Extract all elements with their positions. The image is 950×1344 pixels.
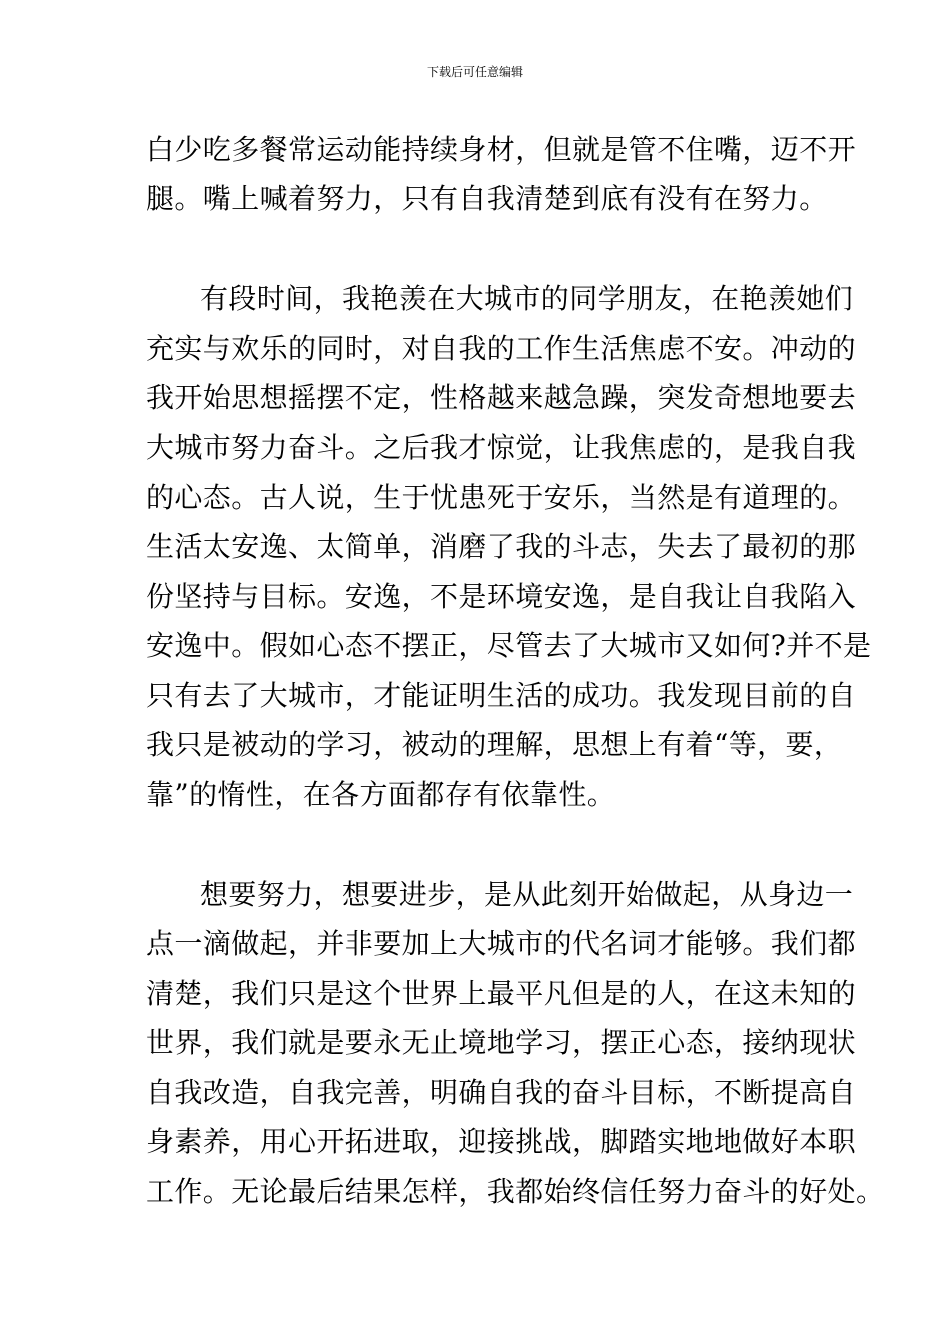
paragraph-3-line-7: 工作。无论最后结果怎样，我都始终信任努力奋斗的好处。 <box>146 1175 885 1208</box>
paragraph-1-line-2: 腿。嘴上喊着努力，只有自我清楚到底有没有在努力。 <box>146 182 828 215</box>
paragraph-2-line-9: 只有去了大城市，才能证明生活的成功。我发现目前的自 <box>146 679 857 712</box>
paragraph-3-line-1: 想要努力，想要进步，是从此刻开始做起，从身边一 <box>200 878 854 911</box>
paragraph-2-line-6: 生活太安逸、太简单，消磨了我的斗志，失去了最初的那 <box>146 530 857 563</box>
paragraph-3-line-2: 点一滴做起，并非要加上大城市的代名词才能够。我们都 <box>146 927 857 960</box>
paragraph-2-line-4: 大城市努力奋斗。之后我才惊觉，让我焦虑的，是我自我 <box>146 431 857 464</box>
page-header: 下载后可任意编辑 <box>426 65 523 79</box>
paragraph-2-line-10: 我只是被动的学习，被动的理解，思想上有着“等，要， <box>146 728 843 761</box>
paragraph-3-line-5: 自我改造，自我完善，明确自我的奋斗目标，不断提高自 <box>146 1076 857 1109</box>
paragraph-3-line-4: 世界，我们就是要永无止境地学习，摆正心态，接纳现状 <box>146 1026 857 1059</box>
paragraph-2-line-8: 安逸中。假如心态不摆正，尽管去了大城市又如何?并不是 <box>146 629 872 662</box>
paragraph-1-line-1: 白少吃多餐常运动能持续身材，但就是管不住嘴，迈不开 <box>146 133 857 166</box>
paragraph-2-line-5: 的心态。古人说，生于忧患死于安乐，当然是有道理的。 <box>146 481 857 514</box>
paragraph-2-line-3: 我开始思想摇摆不定，性格越来越急躁，突发奇想地要去 <box>146 381 857 414</box>
paragraph-2-line-11: 靠”的惰性，在各方面都存有依靠性。 <box>146 778 616 811</box>
paragraph-3-line-6: 身素养，用心开拓进取，迎接挑战，脚踏实地地做好本职 <box>146 1125 857 1158</box>
paragraph-3-line-3: 清楚，我们只是这个世界上最平凡但是的人，在这未知的 <box>146 977 857 1010</box>
paragraph-2-line-1: 有段时间，我艳羡在大城市的同学朋友，在艳羡她们 <box>200 282 854 315</box>
paragraph-2-line-7: 份坚持与目标。安逸，不是环境安逸，是自我让自我陷入 <box>146 580 857 613</box>
paragraph-2-line-2: 充实与欢乐的同时，对自我的工作生活焦虑不安。冲动的 <box>146 332 857 365</box>
